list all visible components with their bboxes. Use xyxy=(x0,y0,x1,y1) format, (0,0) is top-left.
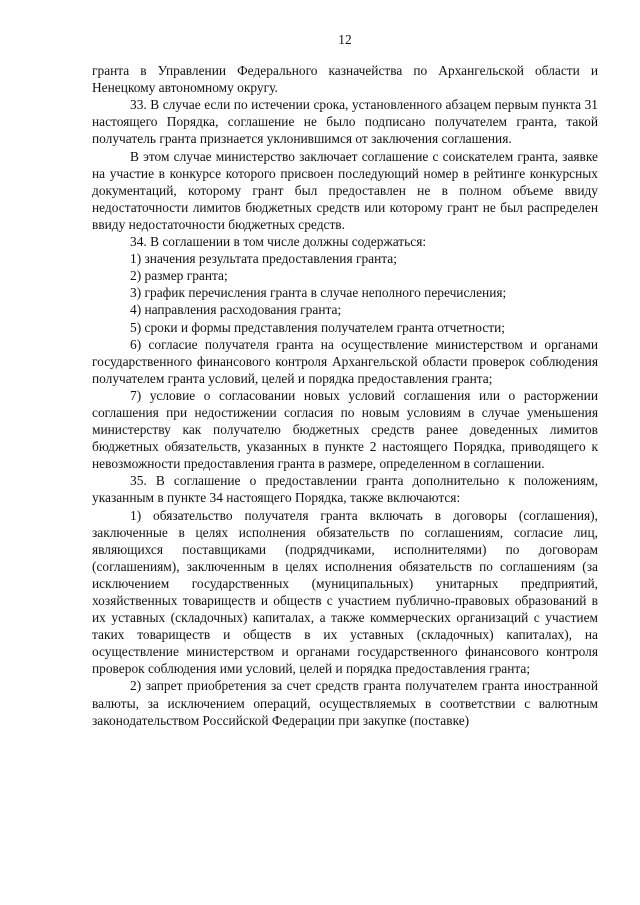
list-item-34-5: 5) сроки и формы представления получателем гранта отчетности; xyxy=(130,319,506,335)
list-item-34-1: 1) значения результата предоставления гранта; xyxy=(130,251,397,267)
list-item-34-4: 4) направления расходования гранта; xyxy=(130,302,342,318)
document-page xyxy=(92,31,598,729)
page-number: 12 xyxy=(338,32,352,47)
list-item-34-7: 7) условие о согласовании новых условий соглашения или о расторжении соглашения при недостижении согласия по новым условиям в случае уменьшения министерству как получателю бюджетных средств ранее доведенных лимитов бюджетных обязательств, указанных в пункте 2 настоящего Порядка, приводящего к невозможности предоставления гранта в размере, определенном в соглашении. xyxy=(92,387,598,472)
list-item-34-3: 3) график перечисления гранта в случае неполного перечисления; xyxy=(130,285,507,301)
paragraph-item-35: 35. В соглашение о предоставлении гранта дополнительно к положениям, указанным в пункте 34 настоящего Порядка, также включаются: xyxy=(92,473,598,506)
list-item-35-1: 1) обязательство получателя гранта включать в договоры (соглашения), заключенные в целях исполнения обязательств по соглашениям, согласие лиц, являющихся поставщиками (подрядчиками, исполнителями) по договорам (соглашениям), заключенным в целях исполнения обязательств по соглашениям (за исключением государственных (муниципальных) унитарных предприятий, хозяйственных товариществ и обществ с участием публично-правовых образований в их уставных (складочных) капиталах, а также коммерческих организаций с участием таких товариществ и обществ в их уставных (складочных) капиталах), на осуществление министерством и органами государственного финансового контроля проверок соблюдения ими условий, целей и порядка предоставления гранта; xyxy=(92,507,598,677)
list-item-35-2: 2) запрет приобретения за счет средств гранта получателем гранта иностранной валюты, за исключением операций, осуществляемых в соответствии с валютным законодательством Российской Федерации при закупке (поставке) xyxy=(92,678,598,728)
paragraph-grant-treasury: гранта в Управлении Федерального казначейства по Архангельской области и Ненецкому автономному округу. xyxy=(92,63,598,96)
paragraph-item-33: 33. В случае если по истечении срока, установленного абзацем первым пункта 31 настоящего Порядка, соглашение не было подписано получателем гранта, такой получатель гранта признается уклонившимся от заключения соглашения. xyxy=(92,97,598,147)
paragraph-ministry-agreement: В этом случае министерство заключает соглашение с соискателем гранта, заявке на участие в конкурсе которого присвоен последующий номер в рейтинге конкурсных документаций, которому грант был предоставлен не в полном объеме ввиду недостаточности лимитов бюджетных средств или которому грант не был распределен ввиду недостаточности бюджетных средств. xyxy=(92,148,598,232)
list-item-34-2: 2) размер гранта; xyxy=(130,268,228,284)
list-item-34-6: 6) согласие получателя гранта на осуществление министерством и органами государственного финансового контроля Архангельской области проверок соблюдения получателем гранта условий, целей и порядка предоставления гранта; xyxy=(92,336,598,386)
paragraph-item-34: 34. В соглашении в том числе должны содержаться: xyxy=(130,234,427,250)
